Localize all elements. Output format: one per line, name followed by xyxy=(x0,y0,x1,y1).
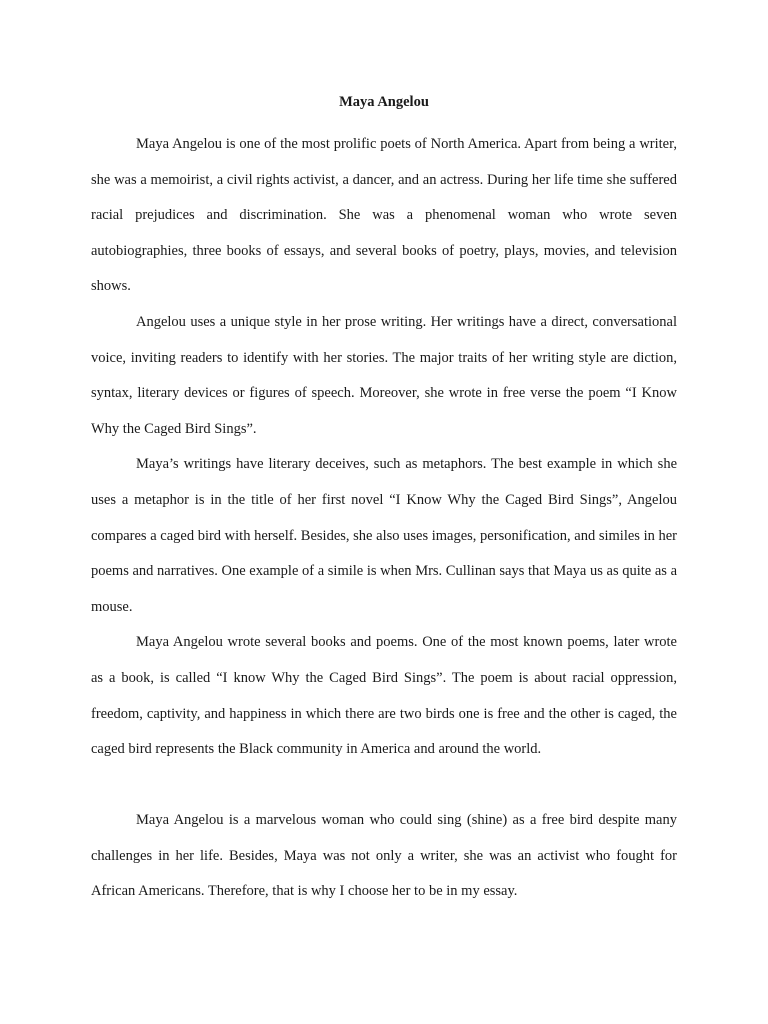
paragraph: Angelou uses a unique style in her prose writing. Her writings have a direct, conversational voice, inviting readers to identify with her stories. The major traits of her writing style are diction, syntax, literary devices or figures of speech. Moreover, she wrote in free verse the poem “I Know Why the Caged Bird Sings”. xyxy=(91,313,677,437)
paragraph: Maya’s writings have literary deceives, such as metaphors. The best example in which she uses a metaphor is in the title of her first novel “I Know Why the Caged Bird Sings”, Angelou compares a caged bird with herself. Besides, she also uses images, personification, and similes in her poems and narratives. One example of a simile is when Mrs. Cullinan says that Maya us as quite as a mouse. xyxy=(91,456,677,615)
paragraph: Maya Angelou is one of the most prolific poets of North America. Apart from being a writer, she was a memoirist, a civil rights activist, a dancer, and an actress. During her life time she suffered racial prejudices and discrimination. She was a phenomenal woman who wrote seven autobiographies, three books of essays, and several books of poetry, plays, movies, and television shows. xyxy=(91,136,677,295)
document-body xyxy=(91,127,677,910)
paragraph: Maya Angelou wrote several books and poems. One of the most known poems, later wrote as a book, is called “I know Why the Caged Bird Sings”. The poem is about racial oppression, freedom, captivity, and happiness in which there are two birds one is free and the other is caged, the caged bird represents the Black community in America and around the world. xyxy=(91,634,677,758)
paragraph: Maya Angelou is a marvelous woman who could sing (shine) as a free bird despite many challenges in her life. Besides, Maya was not only a writer, she was an activist who fought for African Americans. Therefore, that is why I choose her to be in my essay. xyxy=(91,812,677,900)
document-title: Maya Angelou xyxy=(339,94,429,110)
